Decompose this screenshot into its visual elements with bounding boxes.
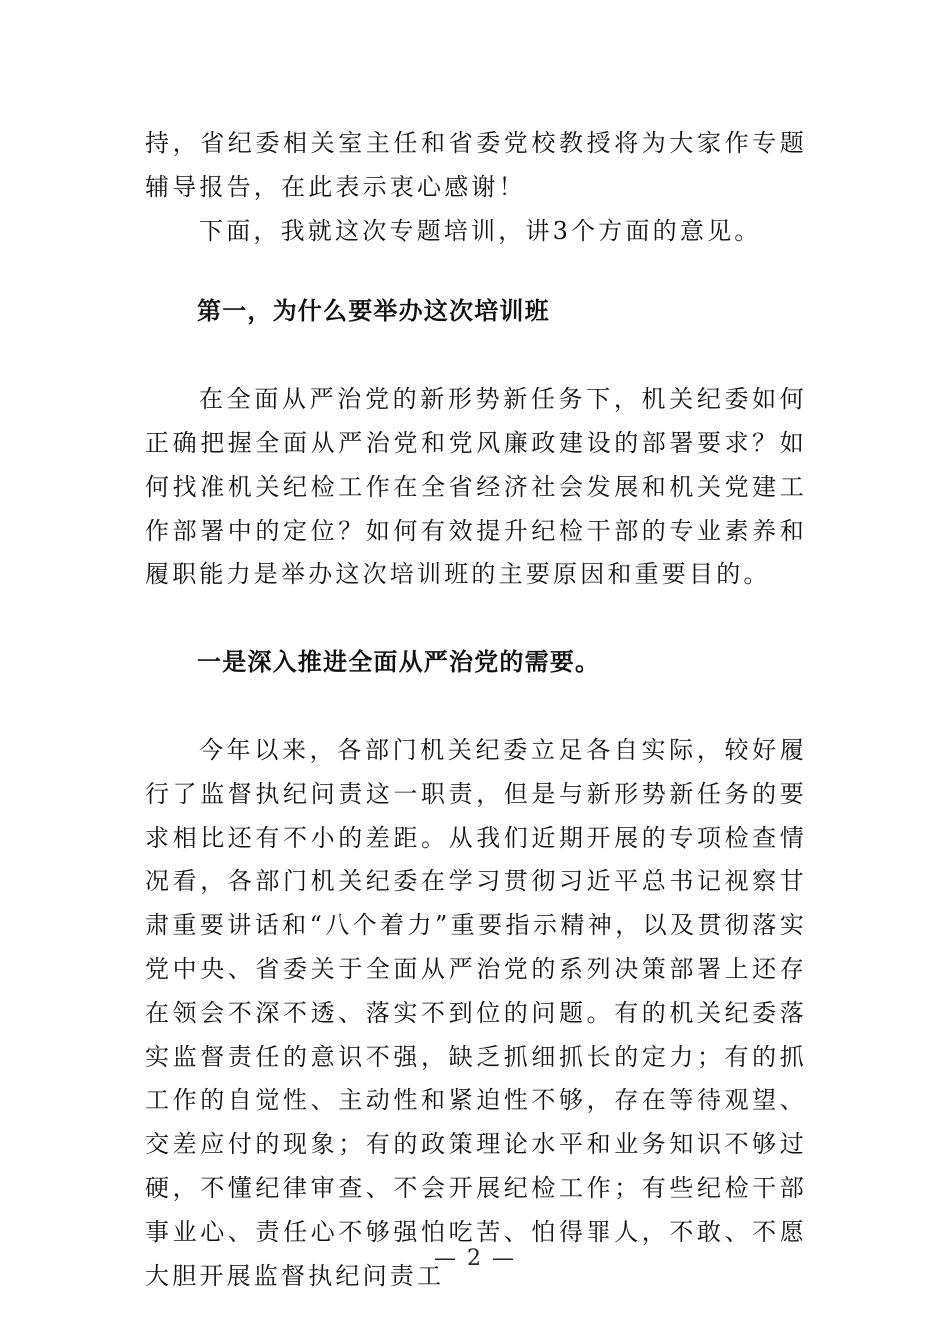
section-heading-first: 第一，为什么要举办这次培训班	[197, 297, 550, 326]
intro-paragraph: 下面，我就这次专题培训，讲3个方面的意见。	[199, 216, 762, 245]
page-number: — 2 —	[434, 1246, 516, 1271]
spacer	[145, 253, 807, 290]
body-paragraph-1: 在全面从严治党的新形势新任务下，机关纪委如何正确把握全面从严治党和党风廉政建设的部署要求？如何找准机关纪检工作在全省经济社会发展和机关党建工作部署中的定位？如何有效提升纪检干部的专业素养和履职能力是举办这次培训班的主要原因和重要目的。	[145, 385, 807, 589]
spacer	[145, 597, 807, 641]
subsection-heading: 一是深入推进全面从严治党的需要。	[197, 648, 601, 677]
continuation-paragraph: 持，省纪委相关室主任和省委党校教授将为大家作专题辅导报告，在此表示衷心感谢！	[145, 129, 807, 201]
spacer	[145, 685, 807, 729]
document-body	[145, 122, 807, 1298]
body-paragraph-2: 今年以来，各部门机关纪委立足各自实际，较好履行了监督执纪问责这一职责，但是与新形势新任务的要求相比还有不小的差距。从我们近期开展的专项检查情况看，各部门机关纪委在学习贯彻习近平总书记视察甘肃重要讲话和“八个着力”重要指示精神，以及贯彻落实党中央、省委关于全面从严治党的系列决策部署上还存在领会不深不透、落实不到位的问题。有的机关纪委落实监督责任的意识不强，缺乏抓细抓长的定力；有的抓工作的自觉性、主动性和紧迫性不够，存在等待观望、交差应付的现象；有的政策理论水平和业务知识不够过硬，不懂纪律审查、不会开展纪检工作；有些纪检干部事业心、责任心不够强怕吃苦、怕得罪人，不敢、不愿大胆开展监督执纪问责工	[145, 735, 807, 1290]
spacer	[145, 334, 807, 378]
